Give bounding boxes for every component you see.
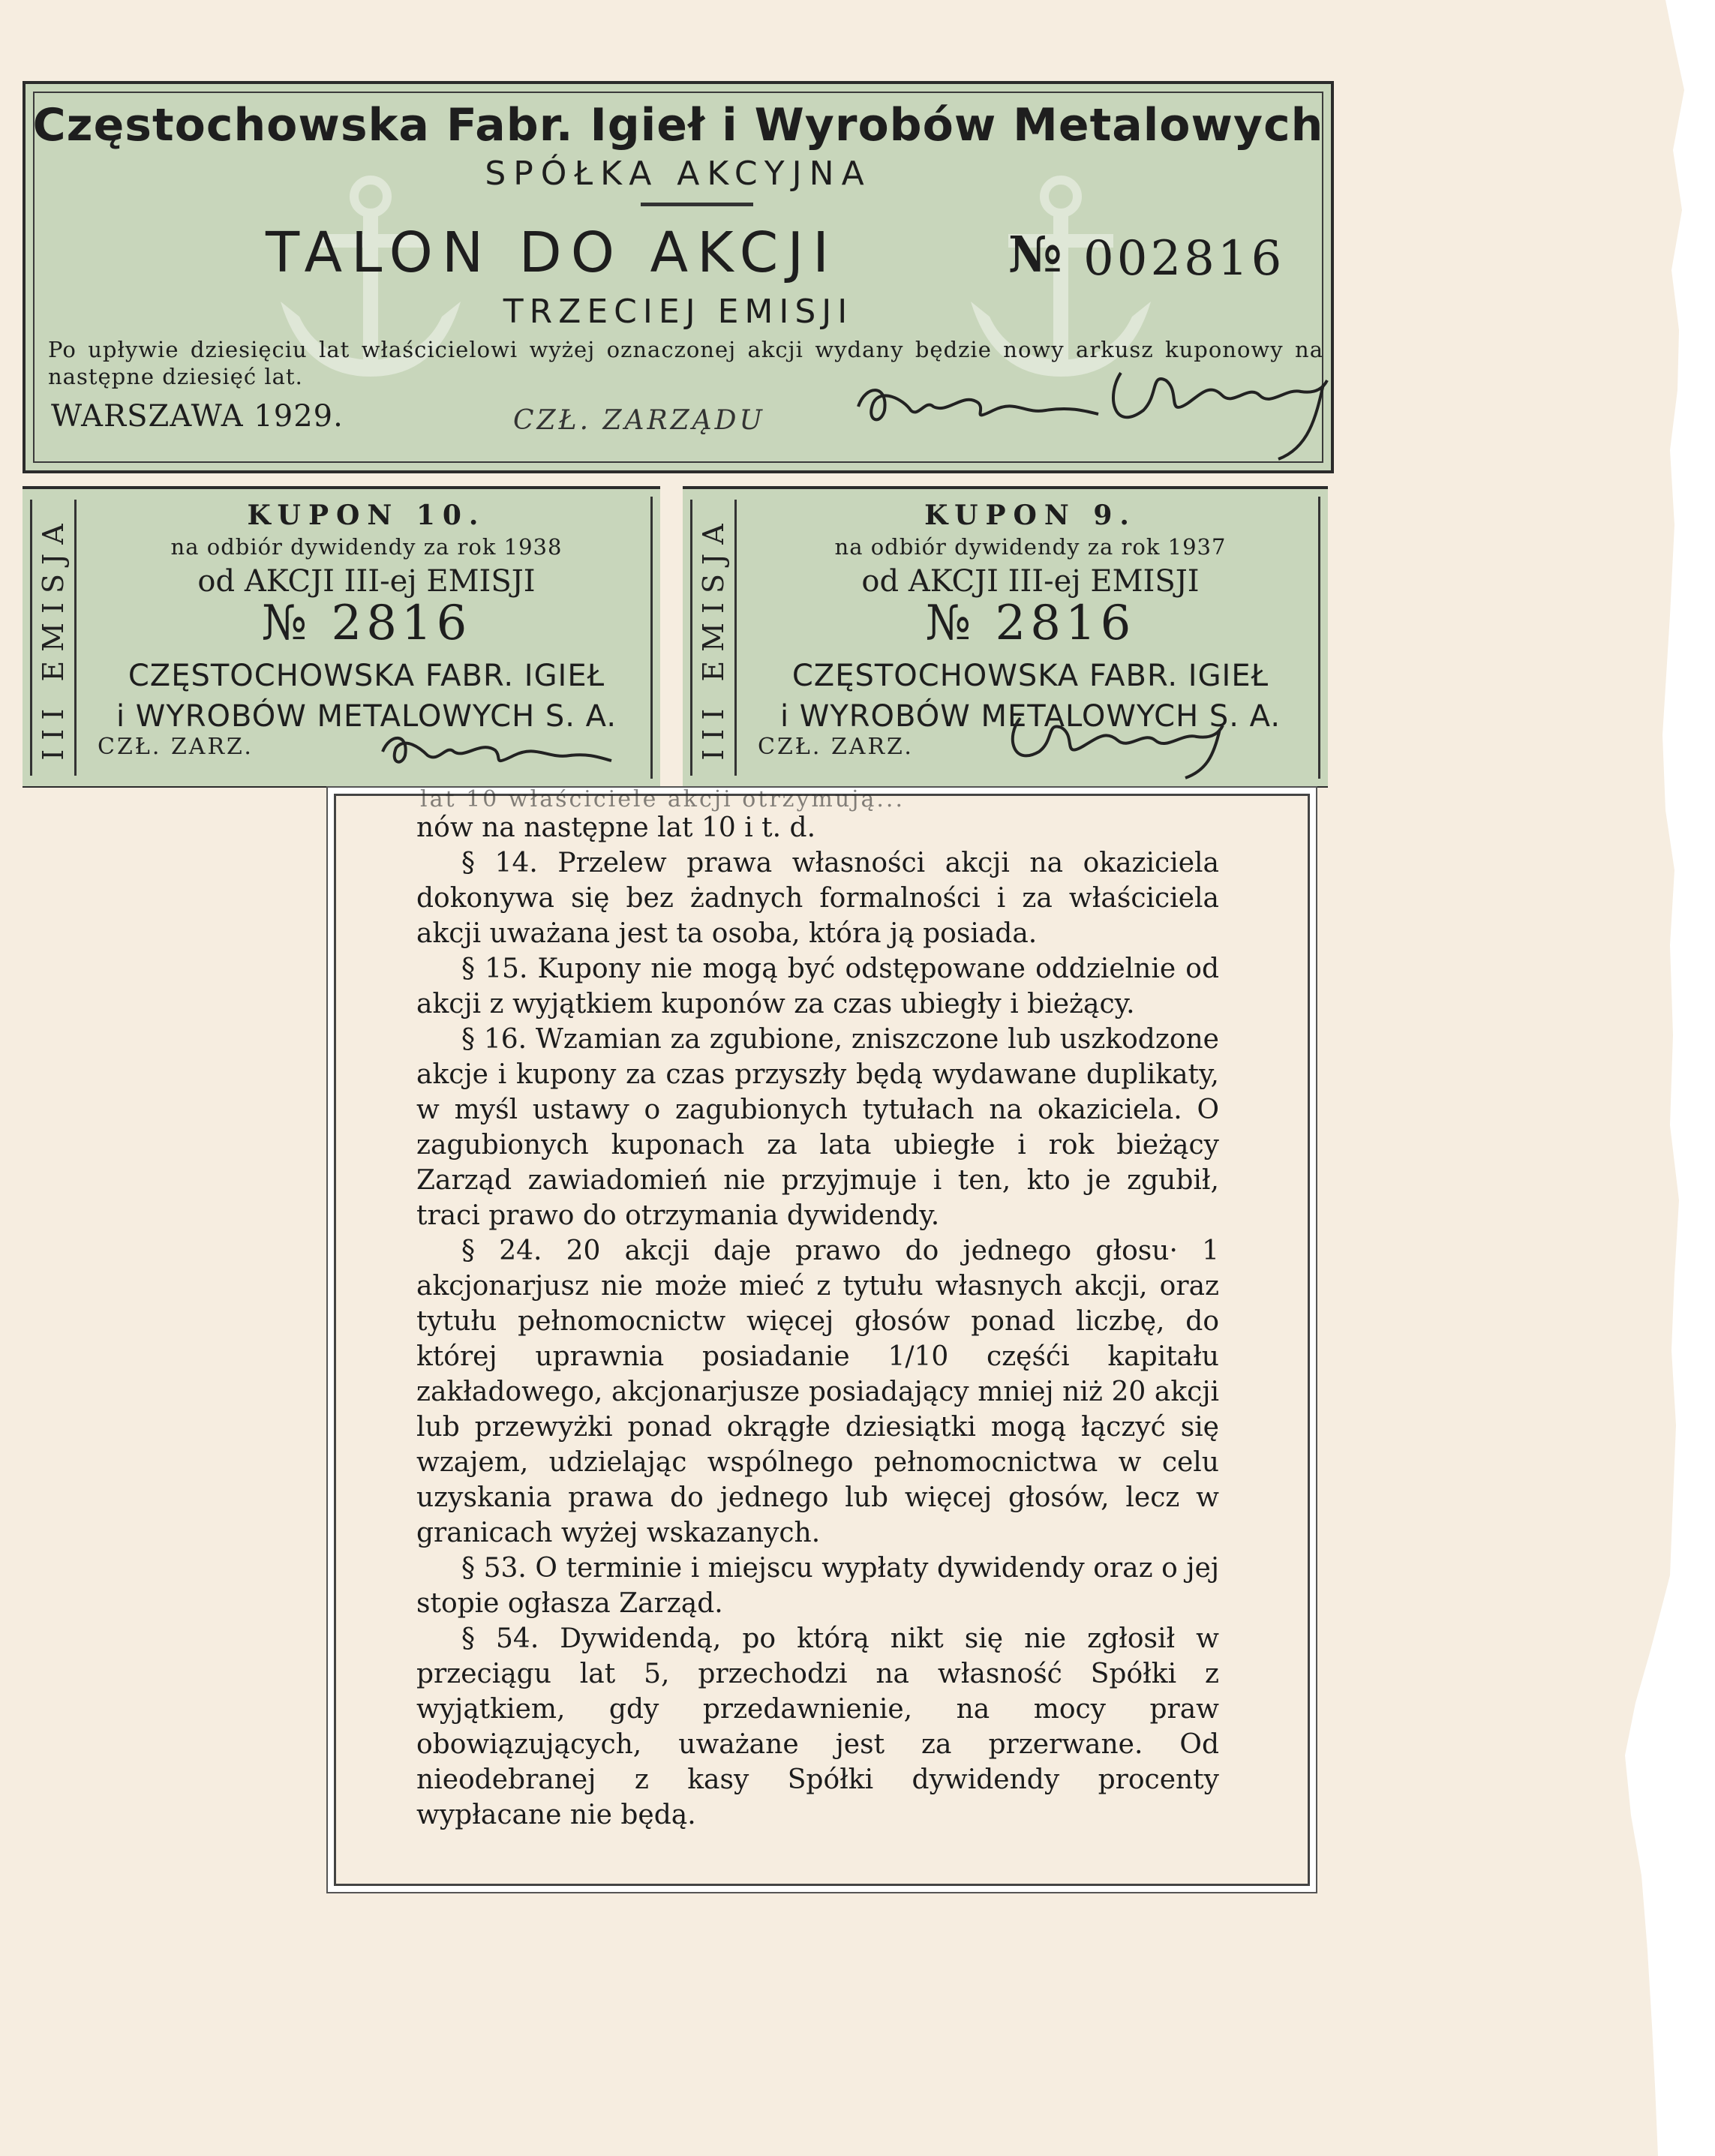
shares-line: od AKCJI III-ej EMISJI	[197, 564, 536, 599]
coupon-side-strip	[30, 500, 77, 776]
coupon-10	[23, 486, 660, 788]
coupon-title: KUPON 10.	[247, 500, 486, 531]
coupon-side-strip	[690, 500, 737, 776]
signature-icon	[1098, 350, 1338, 470]
side-label: III EMISJA	[37, 515, 70, 761]
statute-paragraph: § 53. O terminie i miejscu wypłaty dywidendy oraz o jej stopie ogłasza Zarząd.	[416, 1553, 1219, 1619]
coupon-number: № 2816	[261, 596, 472, 651]
company-type: SPÓŁKA AKCYJNA	[485, 155, 872, 193]
board-label: CZŁ. ZARZĄDU	[513, 405, 765, 436]
talon-panel	[23, 81, 1334, 473]
shares-line: od AKCJI III-ej EMISJI	[861, 564, 1200, 599]
coupon-9	[683, 486, 1328, 788]
dividend-line: na odbiór dywidendy za rok 1937	[834, 534, 1227, 560]
statute-paragraph: § 14. Przelew prawa własności akcji na okaziciela dokonywa się bez żadnych formalności i za właściciela akcji uważana jest ta osoba, która ją posiada.	[416, 848, 1219, 949]
statute-paragraph: § 54. Dywidendą, po którą nikt się nie zgłosił w przeciągu lat 5, przechodzi na własność Spółki z wyjątkiem, gdy przedawnienie, na mocy praw obowiązujących, uważane jest za przerwane. Od nieodebranej z kasy Spółki dywidendy procenty wypłacane nie będą.	[416, 1623, 1219, 1830]
partial-line: lat 10 właściciele akcji otrzymują...	[420, 786, 905, 812]
emission-label: TRZECIEJ EMISJI	[503, 293, 854, 331]
city-year: WARSZAWA 1929.	[51, 399, 344, 434]
coupon-body	[743, 497, 1320, 779]
signature-icon	[375, 722, 615, 774]
renewal-note: Po upływie dziesięciu lat właścicielowi wyżej oznaczonej akcji wydany będzie nowy arkusz kuponowy na następne dziesięć lat.	[48, 337, 1323, 389]
company-name: Częstochowska Fabr. Igieł i Wyrobów Metalowych	[32, 99, 1324, 152]
statute-paragraph: § 24. 20 akcji daje prawo do jednego głosu· 1 akcjonarjusz nie może mieć z tytułu własnych akcji, oraz tytułu pełnomocnictw więcej głosów ponad liczbę, do której uprawnia posiadanie 1/10 częśći kapitału zakładowego, akcjonarjusze posiadający mniej niż 20 akcji lub przewyżki ponad okrągłe dziesiątki mogą łączyć się wzajem, udzielając wspólnego pełnomocnictwa w celu uzyskania prawa do jednego lub więcej głosów, lecz w granicach wyżej wskazanych.	[416, 1236, 1219, 1548]
company-line: CZĘSTOCHOWSKA FABR. IGIEŁ	[128, 659, 605, 693]
company-line: i WYROBÓW METALOWYCH S. A.	[779, 699, 1281, 734]
talon-heading: TALON DO AKCJI	[266, 221, 838, 285]
statute-paragraph: § 15. Kupony nie mogą być odstępowane oddzielnie od akcji z wyjątkiem kuponów za czas ubiegły i bieżący.	[416, 953, 1219, 1019]
divider	[641, 203, 753, 206]
statute-text	[416, 810, 1219, 1833]
company-line: CZĘSTOCHOWSKA FABR. IGIEŁ	[791, 659, 1269, 693]
talon-number: 002816	[1083, 231, 1285, 287]
coupon-number: № 2816	[925, 596, 1136, 651]
side-label: III EMISJA	[697, 515, 730, 761]
signature-icon	[998, 699, 1238, 782]
coupon-title: KUPON 9.	[924, 500, 1137, 531]
coupon-body	[83, 497, 653, 779]
statute-paragraph: § 16. Wzamian za zgubione, zniszczone lub uszkodzone akcje i kupony za czas przyszły będą wydawane duplikaty, w myśl ustawy o zagubionych tytułach na okaziciela. O zagubionych kuponach za lata ubiegłe i rok bieżący Zarząd zawiadomień nie przyjmuje i ten, kto je zgubił, traci prawo do otrzymania dywidendy.	[416, 1024, 1219, 1231]
number-sign: №	[1008, 225, 1062, 284]
signature-icon	[851, 369, 1106, 437]
company-line: i WYROBÓW METALOWYCH S. A.	[116, 699, 617, 734]
board-label: CZŁ. ZARZ.	[758, 734, 914, 760]
board-label: CZŁ. ZARZ.	[98, 734, 254, 760]
statute-paragraph: nów na następne lat 10 i t. d.	[416, 812, 816, 843]
dividend-line: na odbiór dywidendy za rok 1938	[170, 534, 563, 560]
